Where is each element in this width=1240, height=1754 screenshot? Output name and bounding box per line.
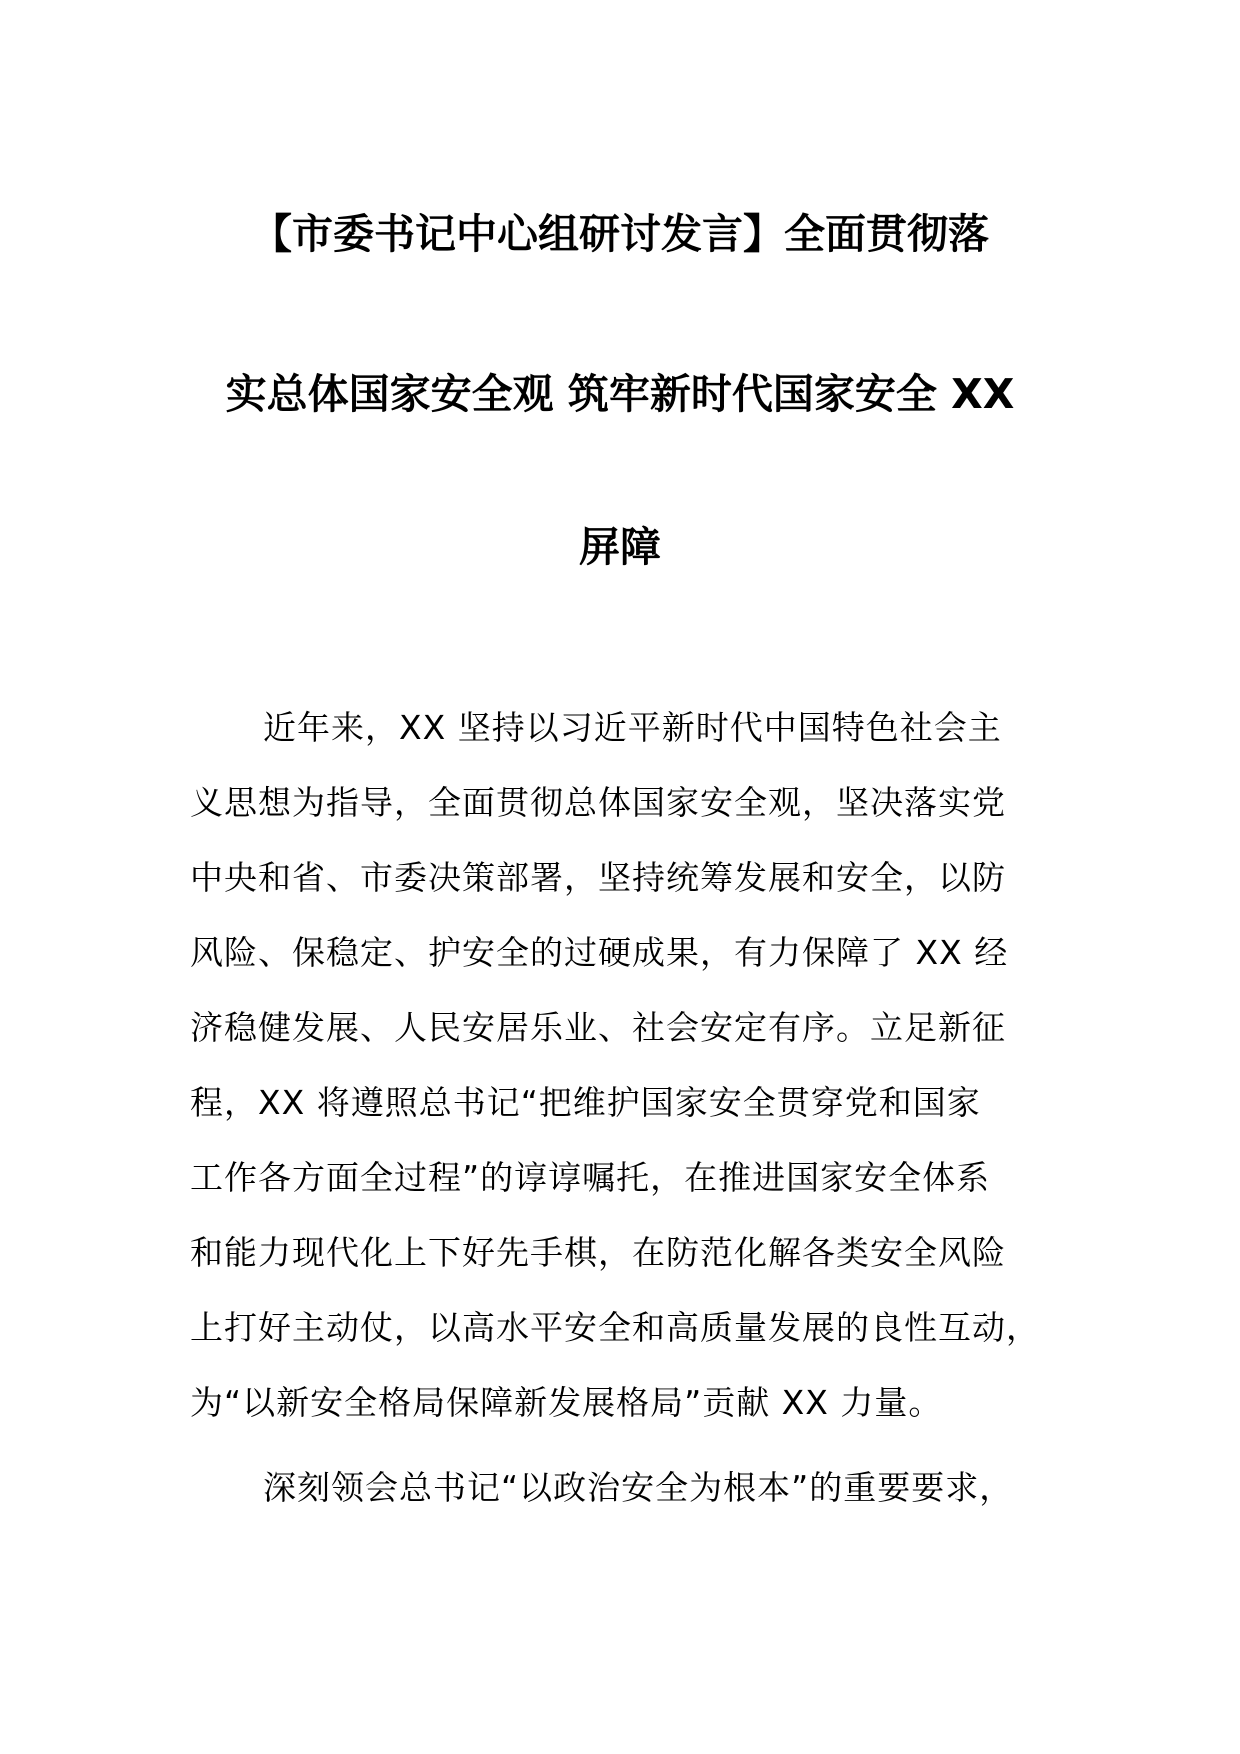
paragraph-1-line: 工作各方面全过程”的谆谆嘱托，在推进国家安全体系 [190, 1158, 991, 1197]
title-line-3: 屏障 [579, 523, 661, 571]
paragraph-1-line: 济稳健发展、人民安居乐业、社会安定有序。立足新征 [190, 1008, 1006, 1047]
paragraph-1-line: 近年来，XX 坚持以习近平新时代中国特色社会主 [263, 708, 1002, 747]
paragraph-1-line: 中央和省、市委决策部署，坚持统筹发展和安全，以防 [190, 858, 1006, 897]
title-line-2: 实总体国家安全观 筑牢新时代国家安全 XX [225, 370, 1015, 418]
title-line-1: 【市委书记中心组研讨发言】全面贯彻落 [251, 210, 989, 258]
paragraph-1-line: 为“以新安全格局保障新发展格局”贡献 XX 力量。 [190, 1383, 943, 1422]
paragraph-1-line: 程，XX 将遵照总书记“把维护国家安全贯穿党和国家 [190, 1083, 981, 1122]
paragraph-1-line: 上打好主动仗，以高水平安全和高质量发展的良性互动， [190, 1308, 1040, 1347]
paragraph-2-line: 深刻领会总书记“以政治安全为根本”的重要要求， [263, 1468, 1014, 1507]
paragraph-1-line: 义思想为指导，全面贯彻总体国家安全观，坚决落实党 [190, 783, 1006, 822]
paragraph-1-line: 和能力现代化上下好先手棋，在防范化解各类安全风险 [190, 1233, 1006, 1272]
paragraph-1-line: 风险、保稳定、护安全的过硬成果，有力保障了 XX 经 [190, 933, 1009, 972]
